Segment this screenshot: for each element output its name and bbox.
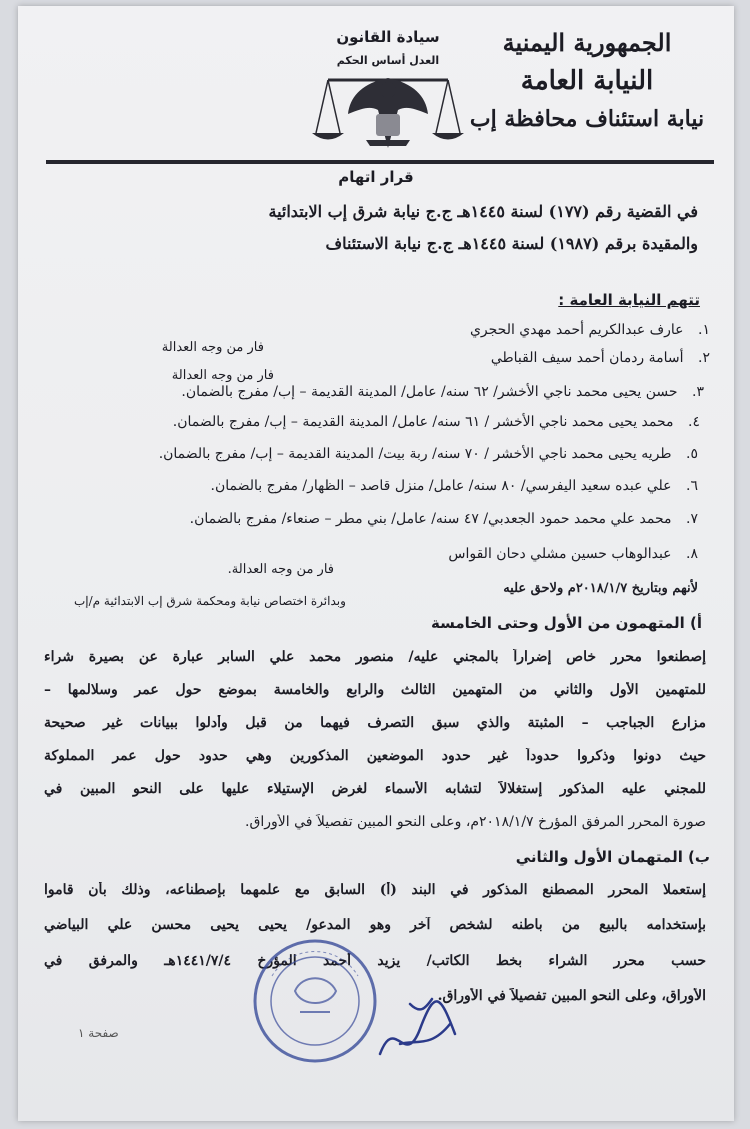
defendant-7 — [190, 511, 698, 527]
section-a-line: مزارع الجباجب – المثبتة والذي سبق التصرف فيهما من قبل وأدلوا ببيانات غير صحيحة — [44, 715, 706, 731]
emblem-motto: سيادة القانون — [336, 28, 440, 46]
accusation-heading: تتهم النيابة العامة : — [558, 291, 700, 309]
defendant-8 — [448, 546, 698, 562]
defendant-number: ٥. — [686, 446, 698, 462]
defendant-details: أسامة ردمان أحمد سيف القباطي — [490, 350, 684, 366]
header-divider — [46, 160, 714, 164]
authority-name: النيابة العامة — [520, 66, 654, 96]
jurisdiction-note: وبدائرة اختصاص نيابة ومحكمة شرق إب الابتدائية م/إب — [74, 594, 346, 608]
defendant-details: طريه يحيى محمد ناجي الأخشر / ٧٠ سنه/ ربة بيت/ المدينة القديمة – إب/ مفرج بالضمان. — [158, 446, 672, 462]
section-b-heading: ب) المتهمان الأول والثاني — [515, 848, 710, 866]
defendant-number: ١. — [698, 322, 710, 338]
incident-date: لأنهم وبتاريخ ٢٠١٨/١/٧م ولاحق عليه — [503, 581, 698, 596]
defendant-2 — [491, 350, 710, 366]
defendant-details: عارف عبدالكريم أحمد مهدي الحجري — [469, 322, 684, 338]
section-b-line: إستعملا المحرر المصطنع المذكور في البند (أ) السابق مع علمهما بإصطناعه، وذلك بأن قاموا — [44, 882, 706, 898]
defendant-status: فار من وجه العدالة — [161, 340, 264, 355]
defendant-details: علي عبده سعيد اليفرسي/ ٨٠ سنه/ عامل/ منزل قاصد – الظهار/ مفرج بالضمان. — [210, 478, 672, 494]
section-b-line: بإستخدامه بالبيع من باطنه لشخص آخر وهو المدعو/ يحيى يحيى محسن علي البياضي — [44, 917, 706, 933]
case-number-line: في القضية رقم (١٧٧) لسنة ١٤٤٥هـ ج.ج نيابة شرق إب الابتدائية — [268, 202, 698, 221]
office-name: نيابة استئناف محافظة إب — [469, 106, 705, 132]
page-number: صفحة ١ — [78, 1026, 119, 1040]
section-a-line: للمتهمين الأول والثاني من المتهمين الثالث والرابع والخامسة بموضع حول عمر وسلالمها – — [44, 682, 706, 698]
scales-of-justice-emblem — [308, 28, 468, 163]
defendant-number: ٢. — [698, 350, 710, 366]
official-stamp-icon — [250, 936, 380, 1066]
defendant-details: حسن يحيى محمد ناجي الأخشر/ ٦٢ سنه/ عامل/ المدينة القديمة – إب/ مفرج بالضمان. — [181, 384, 678, 400]
section-a-line: حيث دونوا وذكروا حدوداً غير حدود الموضعين المذكورين وهي حدود حول عمر المملوكة — [44, 748, 706, 764]
section-b-line: حسب محرر الشراء بخط الكاتب/ يزيد أحمد المؤرخ ١٤٤١/٧/٤هـ والمرفق في — [44, 953, 706, 969]
document-title: قرار اتهام — [338, 168, 414, 186]
defendant-6 — [211, 478, 698, 494]
defendant-1 — [470, 322, 710, 338]
section-a-heading: أ) المتهمون من الأول وحتى الخامسة — [431, 614, 702, 632]
defendant-5 — [159, 446, 698, 462]
eagle-scales-icon — [308, 28, 468, 163]
defendant-number: ٦. — [686, 478, 698, 494]
country-name: الجمهورية اليمنية — [502, 28, 672, 57]
defendant-number: ٤. — [688, 414, 700, 430]
section-a-line: صورة المحرر المرفق المؤرخ ٢٠١٨/١/٧م، وعلى النحو المبين تفصيلاً في الأوراق. — [245, 814, 706, 830]
defendant-details: عبدالوهاب حسين مشلي دحان القواس — [448, 546, 672, 562]
defendant-details: محمد علي محمد حمود الجعدبي/ ٤٧ سنه/ عامل/ بني مطر – صنعاء/ مفرج بالضمان. — [189, 511, 672, 527]
defendant-4 — [173, 414, 700, 430]
issuer-header — [462, 24, 712, 138]
document-page — [18, 6, 734, 1121]
registered-number-line: والمقيدة برقم (١٩٨٧) لسنة ١٤٤٥هـ ج.ج نيابة الاستئناف — [325, 234, 698, 253]
defendant-number: ٨. — [686, 546, 698, 562]
section-b-line: الأوراق، وعلى النحو المبين تفصيلاً في الأوراق. — [437, 988, 706, 1004]
defendant-number: ٧. — [686, 511, 698, 527]
defendant-details: محمد يحيى محمد ناجي الأخشر / ٦١ سنه/ عامل/ المدينة القديمة – إب/ مفرج بالضمان. — [172, 414, 674, 430]
emblem-subtitle: العدل أساس الحكم — [336, 54, 440, 67]
defendant-status: فار من وجه العدالة — [171, 368, 274, 383]
section-a-line: للمجني عليه المذكور إستغلالاً لتشابه الأسماء لغرض الإستيلاء عليها على النحو المبين في — [44, 781, 706, 797]
defendant-number: ٣. — [692, 384, 704, 400]
defendant-status: فار من وجه العدالة. — [227, 562, 334, 577]
defendant-3 — [181, 384, 704, 400]
signature-icon — [370, 974, 470, 1074]
section-a-line: إصطنعوا محرر خاص إضراراً بالمجني عليه/ منصور محمد علي السابر عبارة عن بصيرة شراء — [44, 649, 706, 665]
